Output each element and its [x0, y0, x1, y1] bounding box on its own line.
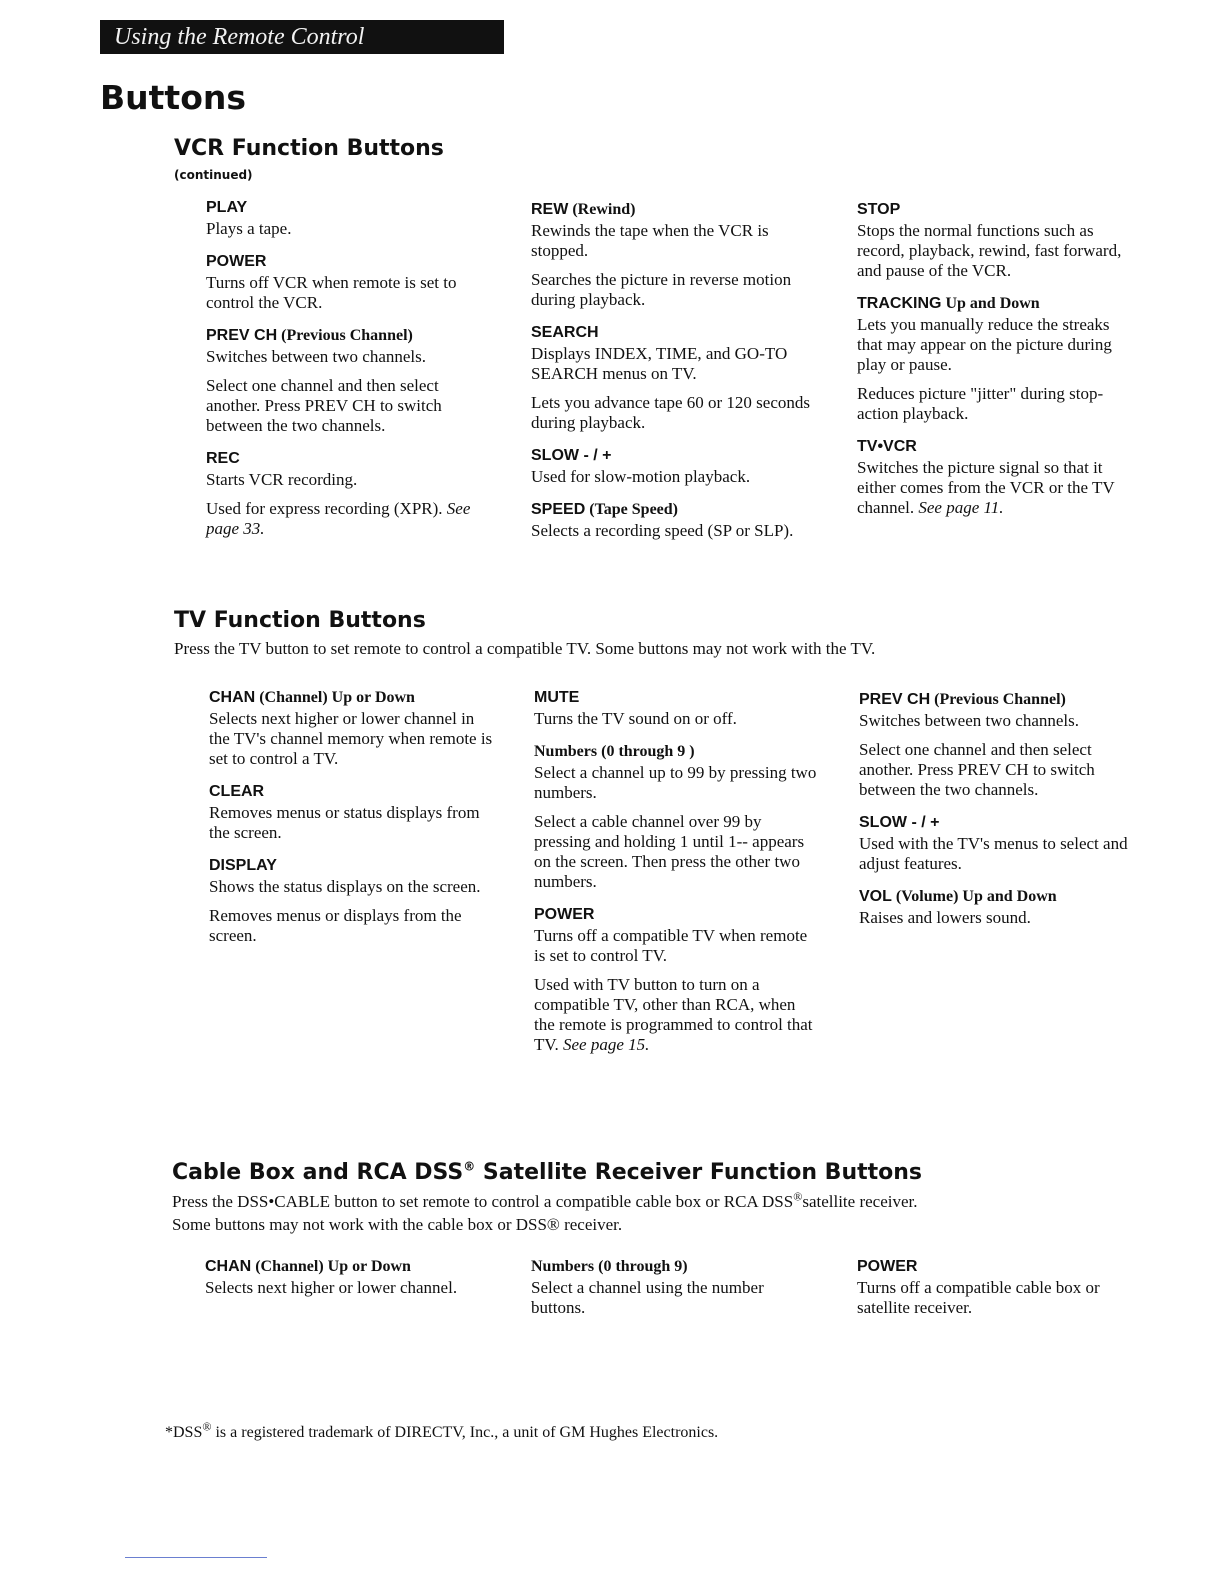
- tv-column: [209, 687, 494, 958]
- button-entry: [859, 886, 1134, 928]
- description-text: Removes menus or status displays from the screen.: [209, 803, 480, 842]
- button-keyword: TV•VCR: [857, 438, 917, 455]
- cable-column: [205, 1256, 490, 1310]
- button-entry: [531, 499, 816, 541]
- button-name-detail: Up and Down: [941, 295, 1040, 312]
- description-text: Switches between two channels.: [206, 347, 426, 366]
- description-text: Starts VCR recording.: [206, 470, 358, 489]
- description-text: Selects a recording speed (SP or SLP).: [531, 521, 794, 540]
- button-description: [857, 315, 1132, 375]
- button-entry: [206, 251, 491, 313]
- description-text: Select a cable channel over 99 by pressing and holding 1 until 1-- appears on the screen. Then press the other two numbers.: [534, 812, 805, 891]
- button-description: [209, 877, 494, 897]
- button-name-detail: Numbers (0 through 9 ): [534, 743, 695, 760]
- button-name: [209, 781, 494, 802]
- button-entry: [206, 325, 491, 436]
- button-keyword: CLEAR: [209, 783, 265, 800]
- button-description: [206, 219, 491, 239]
- cable-section-title: Cable Box and RCA DSS® Satellite Receiver Function Buttons: [172, 1159, 923, 1185]
- button-description: [531, 521, 816, 541]
- button-description: [209, 906, 494, 946]
- description-text: Turns off VCR when remote is set to control the VCR.: [206, 273, 457, 312]
- button-description: [534, 709, 819, 729]
- button-name: [534, 904, 819, 925]
- button-description: [534, 926, 819, 966]
- button-description: [209, 709, 494, 769]
- button-description: [857, 458, 1132, 518]
- button-keyword: STOP: [857, 201, 901, 218]
- button-name-detail: (Rewind): [568, 201, 636, 218]
- button-name: [531, 499, 816, 520]
- description-text: Lets you advance tape 60 or 120 seconds during playback.: [531, 393, 810, 432]
- button-keyword: VOL: [859, 888, 892, 905]
- description-text: Used for express recording (XPR).: [206, 499, 443, 518]
- description-text: Used with TV button to turn on a compatible TV, other than RCA, when the remote is programmed to control that TV.: [534, 975, 813, 1054]
- description-text: Select one channel and then select another. Press PREV CH to switch between the two channels.: [859, 740, 1095, 799]
- button-name: [857, 1256, 1132, 1277]
- button-name: [205, 1256, 490, 1277]
- button-entry: [859, 812, 1134, 874]
- button-description: [859, 711, 1134, 731]
- button-description: [531, 1278, 816, 1318]
- description-text: Selects next higher or lower channel in the TV's channel memory when remote is set to control a TV.: [209, 709, 493, 768]
- description-text: Turns the TV sound on or off.: [534, 709, 737, 728]
- button-description: [859, 740, 1134, 800]
- vcr-section-title: VCR Function Buttons: [174, 136, 444, 161]
- button-entry: [209, 781, 494, 843]
- button-description: [206, 273, 491, 313]
- vcr-column: [531, 199, 816, 553]
- button-description: [534, 812, 819, 892]
- button-keyword: SPEED: [531, 501, 586, 518]
- button-entry: [531, 322, 816, 433]
- button-keyword: PREV CH: [206, 327, 278, 344]
- cable-column: [857, 1256, 1132, 1330]
- button-keyword: MUTE: [534, 689, 580, 706]
- button-description: [531, 393, 816, 433]
- description-text: Stops the normal functions such as record, playback, rewind, fast forward, and pause of the VCR.: [857, 221, 1122, 280]
- button-keyword: POWER: [206, 253, 267, 270]
- button-keyword: CHAN: [209, 689, 256, 706]
- button-name: [531, 445, 816, 466]
- button-keyword: SLOW - / +: [531, 447, 612, 464]
- button-keyword: CHAN: [205, 1258, 252, 1275]
- vcr-column: [206, 197, 491, 551]
- button-entry: [209, 687, 494, 769]
- description-text: Rewinds the tape when the VCR is stopped.: [531, 221, 769, 260]
- button-name-detail: (Tape Speed): [585, 501, 679, 518]
- button-name: [206, 448, 491, 469]
- button-keyword: PREV CH: [859, 691, 931, 708]
- vcr-column: [857, 199, 1132, 530]
- description-text: Used for slow-motion playback.: [531, 467, 751, 486]
- button-keyword: SEARCH: [531, 324, 599, 341]
- button-description: [209, 803, 494, 843]
- footnote: *DSS® is a registered trademark of DIRECTV, Inc., a unit of GM Hughes Electronics.: [165, 1419, 719, 1441]
- button-entry: [857, 199, 1132, 281]
- button-name: [859, 886, 1134, 907]
- button-entry: [534, 904, 819, 1055]
- tv-column: [534, 687, 819, 1067]
- button-entry: [857, 1256, 1132, 1318]
- description-text: Select a channel up to 99 by pressing two numbers.: [534, 763, 817, 802]
- description-text: Plays a tape.: [206, 219, 292, 238]
- button-entry: [531, 1256, 816, 1318]
- cable-section-intro: Press the DSS•CABLE button to set remote to control a compatible cable box or RCA DSS®satellite receiver.: [172, 1189, 918, 1211]
- button-keyword: SLOW - / +: [859, 814, 940, 831]
- section-banner: Using the Remote Control: [100, 20, 504, 54]
- button-name: [209, 687, 494, 708]
- tv-column: [859, 689, 1134, 940]
- button-name-detail: (Volume) Up and Down: [891, 888, 1057, 905]
- description-text: Used with the TV's menus to select and adjust features.: [859, 834, 1128, 873]
- button-entry: [857, 293, 1132, 424]
- button-entry: [859, 689, 1134, 800]
- button-description: [206, 376, 491, 436]
- button-keyword: PLAY: [206, 199, 248, 216]
- button-keyword: REC: [206, 450, 240, 467]
- footer-rule: [125, 1557, 267, 1558]
- button-keyword: POWER: [534, 906, 595, 923]
- description-text: Displays INDEX, TIME, and GO-TO SEARCH menus on TV.: [531, 344, 788, 383]
- button-entry: [209, 855, 494, 946]
- description-text: Turns off a compatible TV when remote is set to control TV.: [534, 926, 808, 965]
- button-description: [531, 221, 816, 261]
- description-text: Select one channel and then select another. Press PREV CH to switch between the two channels.: [206, 376, 442, 435]
- button-entry: [205, 1256, 490, 1298]
- button-name: [857, 199, 1132, 220]
- button-name: [531, 322, 816, 343]
- vcr-section-subtitle: (continued): [174, 168, 253, 182]
- button-name-detail: (Channel) Up or Down: [255, 689, 415, 706]
- button-entry: [206, 448, 491, 539]
- page-reference: See page 11.: [918, 498, 1004, 517]
- tv-section-intro: Press the TV button to set remote to control a compatible TV. Some buttons may not work with the TV.: [174, 639, 876, 658]
- button-description: [857, 384, 1132, 424]
- button-name: [534, 687, 819, 708]
- button-description: [857, 221, 1132, 281]
- button-name: [857, 436, 1132, 457]
- description-text: Removes menus or displays from the screen.: [209, 906, 462, 945]
- button-name: [859, 689, 1134, 710]
- button-name: [206, 251, 491, 272]
- button-name: [206, 325, 491, 346]
- button-name: [206, 197, 491, 218]
- button-name: [531, 199, 816, 220]
- button-description: [859, 834, 1134, 874]
- description-text: Select a channel using the number buttons.: [531, 1278, 764, 1317]
- button-name-detail: Numbers (0 through 9): [531, 1258, 688, 1275]
- button-description: [534, 975, 819, 1055]
- description-text: Searches the picture in reverse motion during playback.: [531, 270, 792, 309]
- button-entry: [206, 197, 491, 239]
- description-text: Raises and lowers sound.: [859, 908, 1031, 927]
- page-reference: See page 33.: [206, 499, 471, 538]
- button-description: [205, 1278, 490, 1298]
- button-description: [206, 347, 491, 367]
- button-keyword: TRACKING: [857, 295, 942, 312]
- button-description: [531, 344, 816, 384]
- button-name-detail: (Previous Channel): [277, 327, 413, 344]
- cable-section-intro-2: Some buttons may not work with the cable box or DSS® receiver.: [172, 1215, 623, 1234]
- button-description: [859, 908, 1134, 928]
- button-description: [206, 499, 491, 539]
- button-name: [857, 293, 1132, 314]
- button-name-detail: (Previous Channel): [930, 691, 1066, 708]
- description-text: Lets you manually reduce the streaks that may appear on the picture during play or pause.: [857, 315, 1112, 374]
- button-entry: [531, 199, 816, 310]
- button-name: [531, 1256, 816, 1277]
- button-name: [209, 855, 494, 876]
- button-name-detail: (Channel) Up or Down: [251, 1258, 411, 1275]
- button-description: [531, 270, 816, 310]
- button-description: [534, 763, 819, 803]
- page-title: Buttons: [100, 78, 247, 117]
- button-entry: [534, 687, 819, 729]
- button-entry: [857, 436, 1132, 518]
- cable-column: [531, 1256, 816, 1330]
- description-text: Switches between two channels.: [859, 711, 1079, 730]
- button-keyword: DISPLAY: [209, 857, 277, 874]
- button-name: [534, 741, 819, 762]
- description-text: Reduces picture "jitter" during stop-action playback.: [857, 384, 1104, 423]
- button-keyword: POWER: [857, 1258, 918, 1275]
- description-text: Turns off a compatible cable box or satellite receiver.: [857, 1278, 1100, 1317]
- button-description: [531, 467, 816, 487]
- tv-section-title: TV Function Buttons: [174, 608, 426, 633]
- page-reference: See page 15.: [562, 1035, 650, 1054]
- button-name: [859, 812, 1134, 833]
- description-text: Selects next higher or lower channel.: [205, 1278, 458, 1297]
- button-entry: [531, 445, 816, 487]
- button-description: [206, 470, 491, 490]
- description-text: Shows the status displays on the screen.: [209, 877, 481, 896]
- button-keyword: REW: [531, 201, 569, 218]
- button-entry: [534, 741, 819, 892]
- description-text: Switches the picture signal so that it either comes from the VCR or the TV channel.: [857, 458, 1115, 517]
- button-description: [857, 1278, 1132, 1318]
